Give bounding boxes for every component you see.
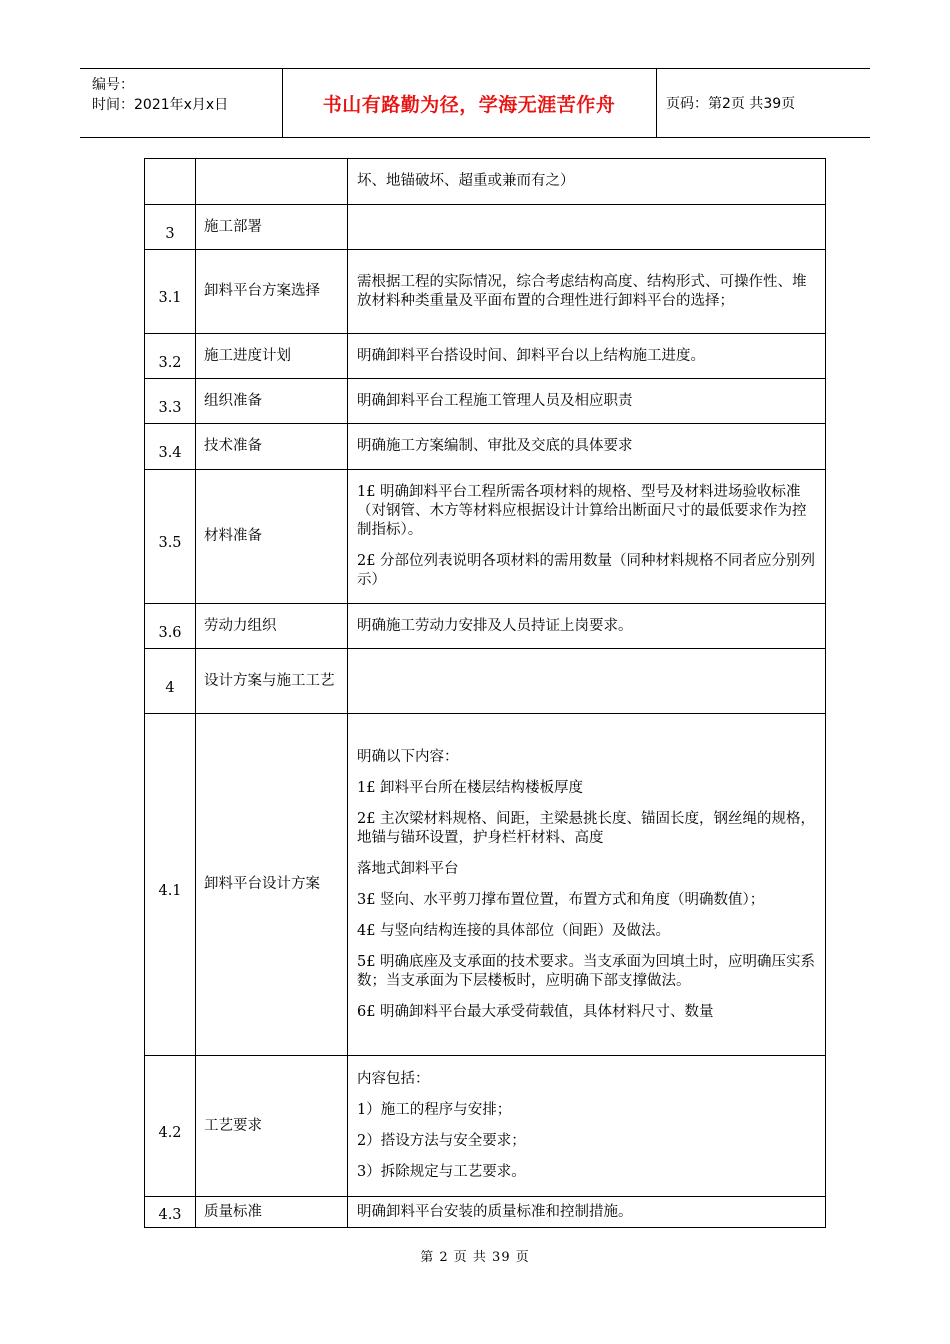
document-date-label: 时间：2021年x月x日 [92, 97, 229, 113]
row-item: 材料准备 [196, 470, 348, 604]
description-line: 明确施工劳动力安排及人员持证上岗要求。 [357, 617, 633, 634]
table-row [145, 159, 826, 205]
description-line: 内容包括： [357, 1071, 430, 1087]
description-line: 明确施工方案编制、审批及交底的具体要求 [357, 438, 633, 454]
row-number [145, 159, 196, 205]
description-line: 明确卸料平台搭设时间、卸料平台以上结构施工进度。 [357, 347, 705, 364]
table-row [145, 250, 826, 334]
header-divider [656, 69, 657, 137]
description-line: 3£ 竖向、水平剪刀撑布置位置，布置方式和角度（明确数值）； [357, 891, 765, 908]
row-description [348, 159, 826, 205]
row-item: 施工进度计划 [196, 334, 348, 379]
row-item: 技术准备 [196, 424, 348, 470]
table-row [145, 470, 826, 604]
row-description [348, 424, 826, 470]
description-line: 1£ 卸料平台所在楼层结构楼板厚度 [357, 779, 584, 796]
row-description [348, 1056, 826, 1197]
row-number: 4.1 [145, 714, 196, 1056]
description-line: 2£ 主次梁材料规格、间距，主梁悬挑长度、锚固长度，钢丝绳的规格，地锚与锚环设置，护身栏杆材料、高度 [357, 810, 816, 846]
table-row [145, 334, 826, 379]
document-number-label: 编号： [92, 77, 134, 93]
table-row [145, 604, 826, 649]
row-description [348, 379, 826, 424]
row-number: 3.1 [145, 250, 196, 334]
row-number: 4.3 [145, 1197, 196, 1228]
description-line: 明确卸料平台工程施工管理人员及相应职责 [357, 392, 633, 409]
description-line: 3）拆除规定与工艺要求。 [357, 1164, 526, 1180]
row-item: 卸料平台方案选择 [196, 250, 348, 334]
description-line: 2£ 分部位列表说明各项材料的需用数量（同种材料规格不同者应分别列示） [357, 553, 816, 588]
table-row [145, 1056, 826, 1197]
description-line: 6£ 明确卸料平台最大承受荷载值，具体材料尺寸、数量 [357, 1003, 714, 1020]
row-item: 质量标准 [196, 1197, 348, 1228]
row-item: 工艺要求 [196, 1056, 348, 1197]
construction-plan-table [144, 158, 826, 1228]
description-line: 4£ 与竖向结构连接的具体部位（间距）及做法。 [357, 922, 671, 939]
description-line: 2）搭设方法与安全要求； [357, 1133, 526, 1149]
table-row [145, 649, 826, 714]
row-number: 3.3 [145, 379, 196, 424]
row-number: 3.6 [145, 604, 196, 649]
header-meta [92, 75, 228, 115]
row-description [348, 205, 826, 250]
table-row [145, 205, 826, 250]
row-item [196, 159, 348, 205]
row-item: 施工部署 [196, 205, 348, 250]
table-row [145, 379, 826, 424]
page-footer: 第 2 页 共 39 页 [420, 1250, 530, 1265]
table-row [145, 714, 826, 1056]
description-line: 1£ 明确卸料平台工程所需各项材料的规格、型号及材料进场验收标准（对钢管、木方等材料应根据设计计算给出断面尺寸的最低要求作为控制指标）。 [357, 484, 807, 538]
row-number: 4 [145, 649, 196, 714]
row-number: 4.2 [145, 1056, 196, 1197]
row-description [348, 604, 826, 649]
row-number: 3.5 [145, 470, 196, 604]
row-number: 3.2 [145, 334, 196, 379]
table-row [145, 424, 826, 470]
row-description [348, 470, 826, 604]
description-line: 坏、地锚破坏、超重或兼而有之） [357, 173, 575, 189]
description-line: 需根据工程的实际情况，综合考虑结构高度、结构形式、可操作性、堆放材料种类重量及平面布置的合理性进行卸料平台的选择； [357, 273, 807, 309]
description-line: 落地式卸料平台 [357, 860, 459, 877]
row-description [348, 714, 826, 1056]
page-header [80, 68, 870, 138]
description-line: 明确以下内容： [357, 748, 459, 765]
row-description [348, 1197, 826, 1228]
row-description [348, 334, 826, 379]
description-line: 5£ 明确底座及支承面的技术要求。当支承面为回填土时，应明确压实系数；当支承面为下层楼板时，应明确下部支撑做法。 [357, 953, 816, 989]
row-number: 3 [145, 205, 196, 250]
description-line: 明确卸料平台安装的质量标准和控制措施。 [357, 1203, 633, 1220]
header-motto: 书山有路勤为径，学海无涯苦作舟 [322, 93, 616, 116]
description-line: 1）施工的程序与安排； [357, 1102, 512, 1118]
table-row [145, 1197, 826, 1228]
row-item: 组织准备 [196, 379, 348, 424]
row-item: 设计方案与施工工艺 [196, 649, 348, 714]
row-description [348, 250, 826, 334]
row-item: 劳动力组织 [196, 604, 348, 649]
row-item: 卸料平台设计方案 [196, 714, 348, 1056]
row-description [348, 649, 826, 714]
header-page-number: 页码：第2页 共39页 [666, 96, 796, 112]
row-number: 3.4 [145, 424, 196, 470]
